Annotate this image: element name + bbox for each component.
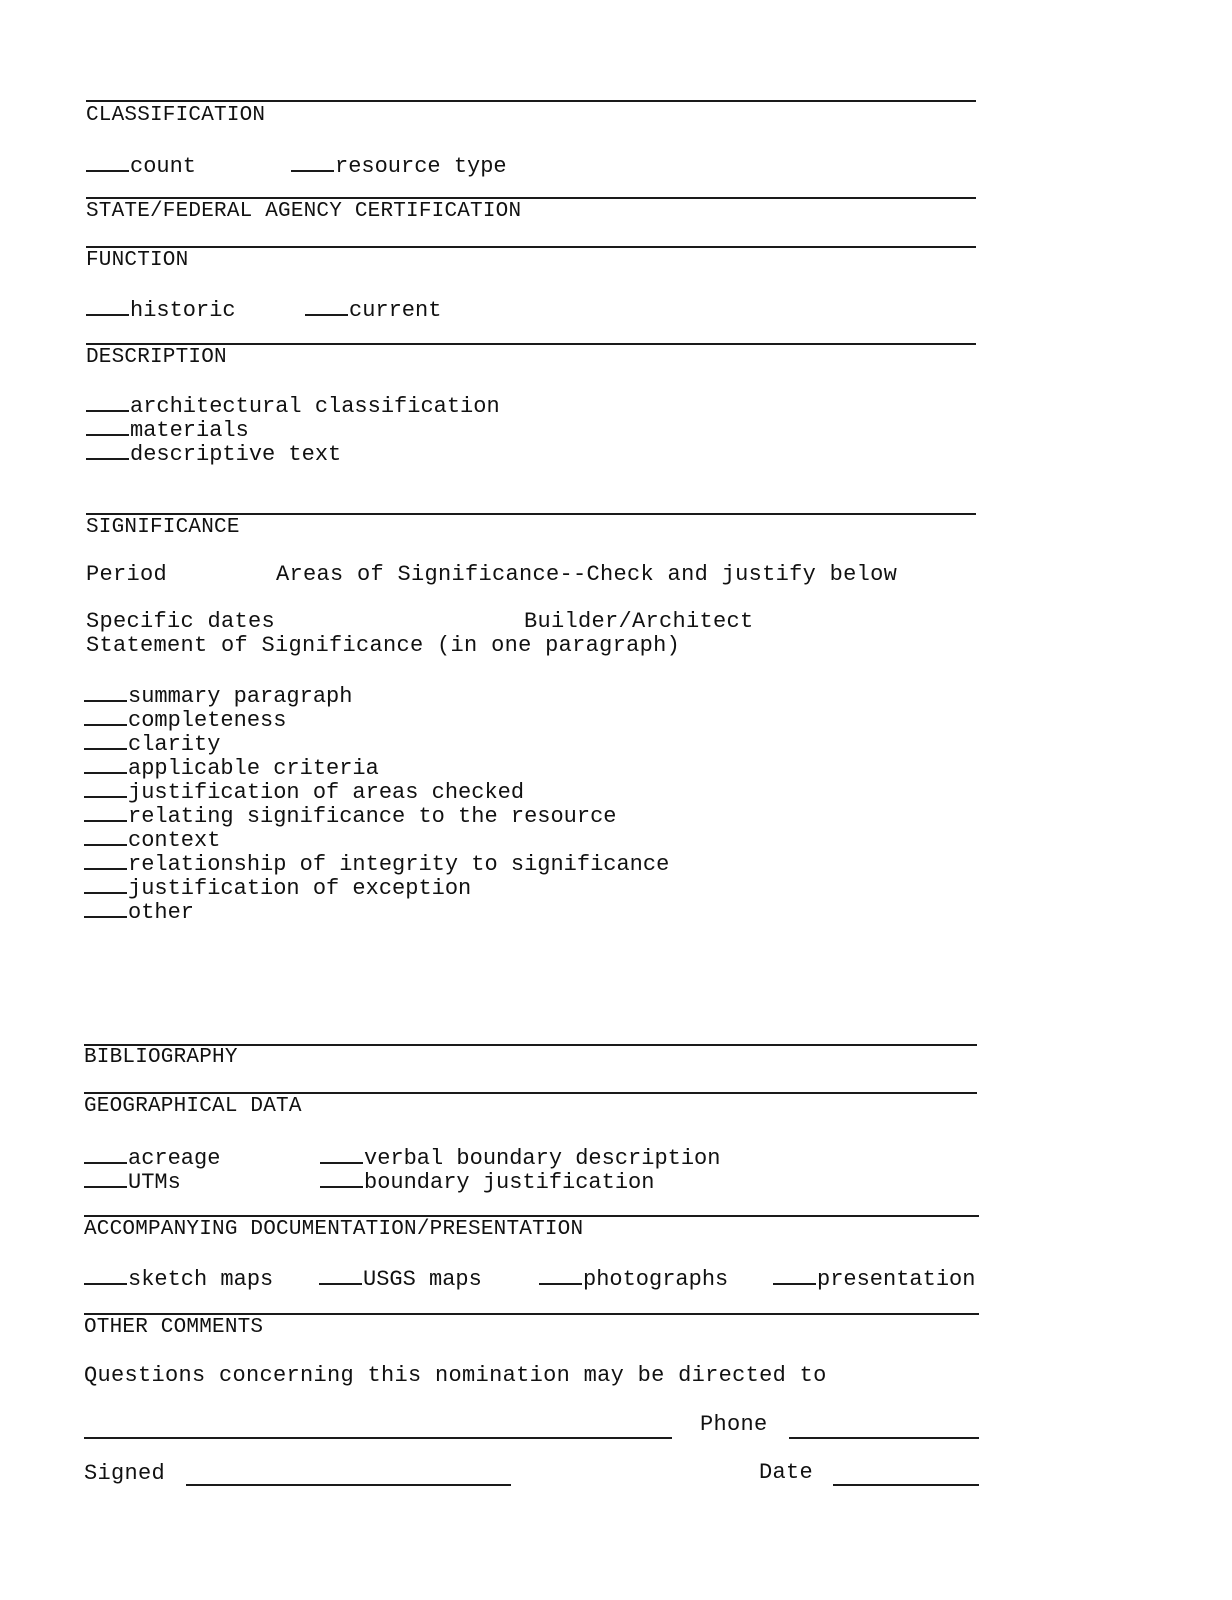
checkbox-utms[interactable] (84, 1168, 181, 1195)
check-blank[interactable] (84, 754, 127, 774)
builder-architect-label: Builder/Architect (524, 609, 754, 634)
check-blank[interactable] (86, 152, 129, 172)
section-divider (84, 1313, 979, 1315)
documentation-heading: ACCOMPANYING DOCUMENTATION/PRESENTATION (84, 1218, 584, 1241)
checkbox-label: historic (130, 298, 236, 323)
checkbox-label: justification of exception (128, 876, 472, 901)
signed-label: Signed (84, 1461, 166, 1486)
phone-field[interactable] (789, 1437, 979, 1439)
checkbox-label: sketch maps (128, 1267, 274, 1292)
checkbox-verbal-boundary-description[interactable] (320, 1144, 720, 1171)
phone-label: Phone (700, 1412, 768, 1437)
date-field[interactable] (833, 1484, 979, 1486)
checkbox-count[interactable] (86, 152, 196, 179)
checkbox-current[interactable] (305, 296, 441, 323)
check-blank[interactable] (305, 296, 348, 316)
checkbox-label: presentation (817, 1267, 976, 1292)
checkbox-label: justification of areas checked (128, 780, 525, 805)
check-blank[interactable] (84, 1144, 127, 1164)
checkbox-summary-paragraph[interactable] (84, 682, 352, 709)
section-divider (84, 1215, 979, 1217)
checkbox-label: descriptive text (130, 442, 342, 467)
specific-dates-label: Specific dates (86, 609, 276, 634)
check-blank[interactable] (84, 850, 127, 870)
bibliography-heading: BIBLIOGRAPHY (84, 1046, 238, 1069)
check-blank[interactable] (86, 416, 129, 436)
checkbox-label: summary paragraph (128, 684, 353, 709)
check-blank[interactable] (86, 296, 129, 316)
checkbox-resource-type[interactable] (291, 152, 507, 179)
section-divider (86, 197, 976, 199)
checkbox-justification-of-areas[interactable] (84, 778, 524, 805)
certification-heading: STATE/FEDERAL AGENCY CERTIFICATION (86, 200, 522, 223)
check-blank[interactable] (84, 1168, 127, 1188)
period-label: Period (86, 562, 168, 587)
section-divider (86, 246, 976, 248)
check-blank[interactable] (320, 1144, 363, 1164)
check-blank[interactable] (84, 1265, 127, 1285)
other-comments-heading: OTHER COMMENTS (84, 1316, 264, 1339)
checkbox-label: materials (130, 418, 249, 443)
check-blank[interactable] (773, 1265, 816, 1285)
check-blank[interactable] (84, 898, 127, 918)
statement-of-significance-label: Statement of Significance (in one paragraph) (86, 633, 681, 658)
checkbox-label: context (128, 828, 221, 853)
checkbox-materials[interactable] (86, 416, 249, 443)
checkbox-label: acreage (128, 1146, 221, 1171)
checkbox-sketch-maps[interactable] (84, 1265, 273, 1292)
checkbox-architectural-classification[interactable] (86, 392, 500, 419)
section-divider (86, 100, 976, 102)
checkbox-descriptive-text[interactable] (86, 440, 341, 467)
checkbox-label: USGS maps (363, 1267, 482, 1292)
check-blank[interactable] (84, 730, 127, 750)
checkbox-label: applicable criteria (128, 756, 379, 781)
checkbox-applicable-criteria[interactable] (84, 754, 379, 781)
checkbox-label: relating significance to the resource (128, 804, 617, 829)
checkbox-label: count (130, 154, 197, 179)
areas-of-significance-label: Areas of Significance--Check and justify below (276, 562, 898, 587)
checkbox-label: relationship of integrity to significance (128, 852, 670, 877)
signature-field[interactable] (186, 1484, 511, 1486)
checkbox-acreage[interactable] (84, 1144, 220, 1171)
checkbox-label: photographs (583, 1267, 729, 1292)
check-blank[interactable] (84, 826, 127, 846)
check-blank[interactable] (86, 392, 129, 412)
checkbox-label: current (349, 298, 442, 323)
checkbox-label: clarity (128, 732, 221, 757)
significance-heading: SIGNIFICANCE (86, 516, 240, 539)
date-label: Date (759, 1460, 814, 1485)
checkbox-usgs-maps[interactable] (319, 1265, 482, 1292)
checkbox-label: completeness (128, 708, 287, 733)
checkbox-other[interactable] (84, 898, 194, 925)
questions-text: Questions concerning this nomination may be directed to (84, 1363, 827, 1388)
checkbox-presentation[interactable] (773, 1265, 975, 1292)
check-blank[interactable] (84, 874, 127, 894)
function-heading: FUNCTION (86, 249, 189, 272)
geographical-data-heading: GEOGRAPHICAL DATA (84, 1095, 302, 1118)
check-blank[interactable] (86, 440, 129, 460)
check-blank[interactable] (539, 1265, 582, 1285)
contact-name-field[interactable] (84, 1437, 672, 1439)
checkbox-boundary-justification[interactable] (320, 1168, 654, 1195)
checkbox-clarity[interactable] (84, 730, 220, 757)
section-divider (86, 343, 976, 345)
check-blank[interactable] (84, 682, 127, 702)
checkbox-justification-of-exception[interactable] (84, 874, 471, 901)
checkbox-label: architectural classification (130, 394, 500, 419)
description-heading: DESCRIPTION (86, 346, 227, 369)
checkbox-relating-significance[interactable] (84, 802, 616, 829)
checkbox-historic[interactable] (86, 296, 236, 323)
checkbox-photographs[interactable] (539, 1265, 728, 1292)
checkbox-completeness[interactable] (84, 706, 286, 733)
checkbox-label: verbal boundary description (364, 1146, 721, 1171)
section-divider (84, 1092, 977, 1094)
checkbox-label: other (128, 900, 195, 925)
check-blank[interactable] (320, 1168, 363, 1188)
check-blank[interactable] (319, 1265, 362, 1285)
checkbox-relationship-of-integrity[interactable] (84, 850, 669, 877)
check-blank[interactable] (84, 802, 127, 822)
check-blank[interactable] (84, 706, 127, 726)
check-blank[interactable] (84, 778, 127, 798)
section-divider (86, 513, 976, 515)
classification-heading: CLASSIFICATION (86, 104, 266, 127)
checkbox-label: resource type (335, 154, 507, 179)
checkbox-context[interactable] (84, 826, 220, 853)
check-blank[interactable] (291, 152, 334, 172)
checkbox-label: boundary justification (364, 1170, 655, 1195)
checkbox-label: UTMs (128, 1170, 181, 1195)
